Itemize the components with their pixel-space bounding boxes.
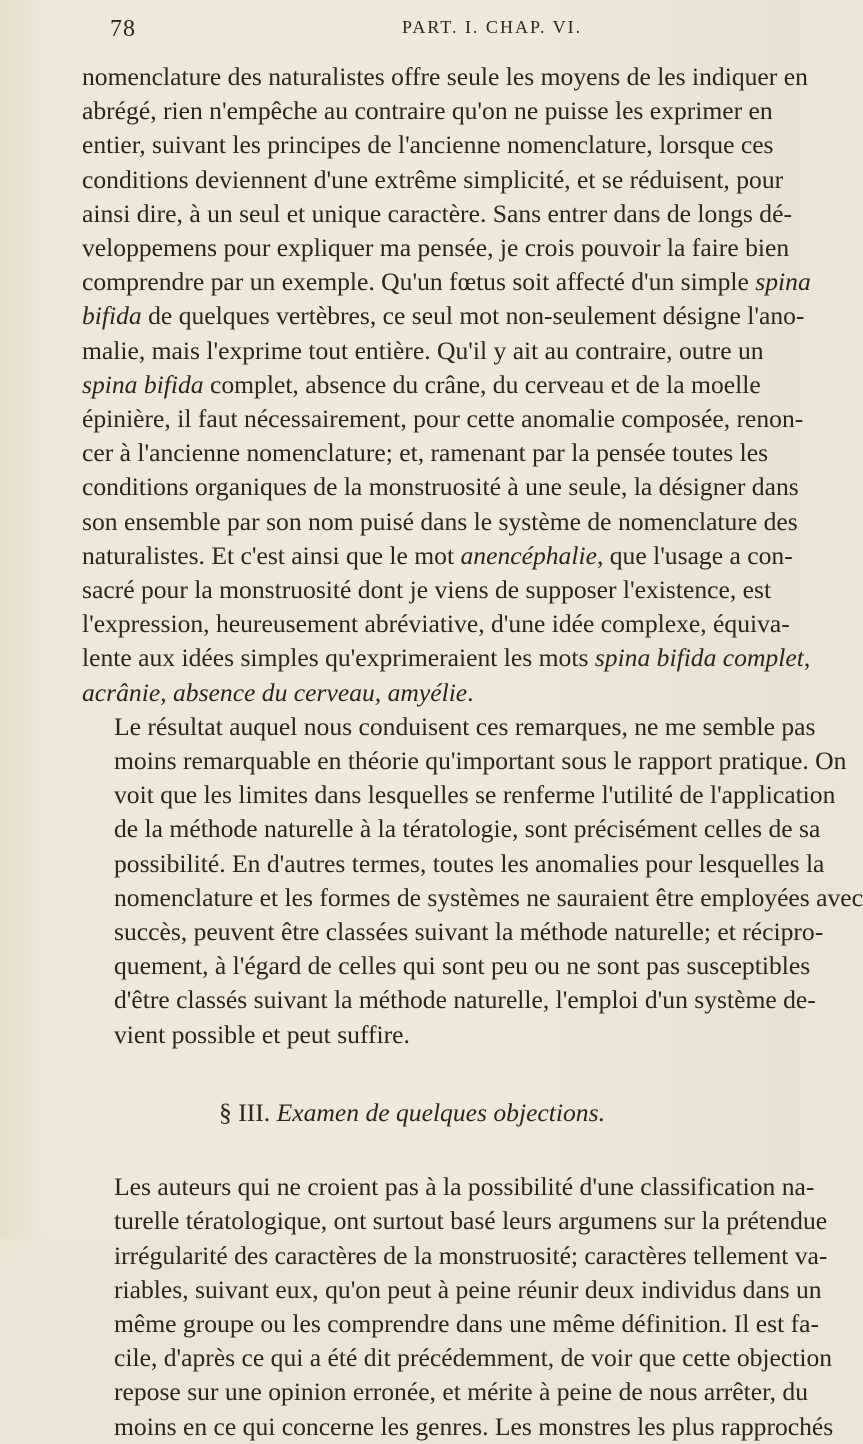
text-line: Les auteurs qui ne croient pas à la possibilité d'une classification na- (114, 1172, 815, 1202)
running-head (82, 0, 742, 52)
text-line: Le résultat auquel nous conduisent ces remarques, ne me semble pas (114, 711, 816, 741)
text-line (82, 641, 811, 675)
text-line: repose sur une opinion erronée, et mérite à peine de nous arrêter, du (114, 1377, 808, 1407)
text-line: de la méthode naturelle à la tératologie, sont précisément celles de sa (114, 814, 821, 844)
text-segment: comprendre par un exemple. Qu'un fœtus soit affecté d'un simple (82, 267, 756, 297)
section-heading (82, 1096, 742, 1130)
paragraph-1 (82, 60, 811, 710)
page-number: 78 (110, 16, 136, 42)
text-line: quement, à l'égard de celles qui sont peu ou ne sont pas susceptibles (114, 951, 811, 981)
text-line (82, 265, 811, 299)
text-line: ainsi dire, à un seul et unique caractère. Sans entrer dans de longs dé- (82, 198, 792, 228)
text-line (82, 368, 761, 402)
text-line: même groupe ou les comprendre dans une même définition. Il est fa- (114, 1308, 820, 1338)
text-line: abrégé, rien n'empêche au contraire qu'on ne puisse les exprimer en (82, 96, 773, 126)
italic-term: bifida (82, 301, 142, 331)
text-line: malie, mais l'exprime tout entière. Qu'il y ait au contraire, outre un (82, 335, 764, 365)
text-line (82, 676, 742, 710)
text-line: veloppemens pour expliquer ma pensée, je crois pouvoir la faire bien (82, 233, 790, 263)
paragraph-3 (82, 1170, 834, 1444)
text-segment: . (467, 677, 474, 707)
text-line: d'être classés suivant la méthode naturelle, l'emploi d'un système de- (114, 985, 816, 1015)
text-segment: complet, absence du crâne, du cerveau et de la moelle (203, 369, 761, 399)
text-line: possibilité. En d'autres termes, toutes les anomalies pour lesquelles la (114, 848, 825, 878)
text-line: conditions organiques de la monstruosité à une seule, la désigner dans (82, 472, 799, 502)
body-text (82, 60, 863, 1444)
text-line: nomenclature des naturalistes offre seule les moyens de les indiquer en (82, 62, 808, 91)
text-line: cile, d'après ce qui a été dit précédemment, de voir que cette objection (114, 1343, 833, 1373)
text-line: nomenclature et les formes de systèmes ne sauraient être employées avec (114, 882, 863, 912)
text-line: turelle tératologique, ont surtout basé leurs argumens sur la prétendue (114, 1206, 828, 1236)
italic-term: spina (755, 267, 811, 297)
text-line: entier, suivant les principes de l'ancienne nomenclature, lorsque ces (82, 130, 774, 160)
section-title: Examen de quelques objections. (276, 1097, 605, 1127)
text-line: riables, suivant eux, qu'on peut à peine réunir deux individus dans un (114, 1274, 822, 1304)
text-line: épinière, il faut nécessairement, pour cette anomalie composée, renon- (82, 404, 804, 434)
italic-term: spina bifida complet (594, 643, 804, 673)
text-line (82, 539, 793, 573)
text-line: succès, peuvent être classées suivant la méthode naturelle; et récipro- (114, 917, 824, 947)
text-line: sacré pour la monstruosité dont je viens de supposer l'existence, est (82, 575, 772, 605)
text-line: moins remarquable en théorie qu'important sous le rapport pratique. On (114, 746, 847, 776)
text-line: moins en ce qui concerne les genres. Les monstres les plus rapprochés (114, 1411, 834, 1441)
text-segment: , que l'usage a con- (596, 540, 793, 570)
text-line: l'expression, heureusement abréviative, d'une idée complexe, équiva- (82, 609, 790, 639)
text-line: irrégularité des caractères de la monstruosité; caractères tellement va- (114, 1240, 828, 1270)
section-number: § III. (219, 1097, 271, 1127)
text-line (82, 299, 805, 333)
italic-term: spina bifida (82, 369, 204, 399)
text-segment: , (803, 643, 811, 673)
text-line: conditions deviennent d'une extrême simplicité, et se réduisent, pour (82, 164, 784, 194)
running-title: PART. I. CHAP. VI. (402, 17, 583, 37)
text-line: vient possible et peut suffire. (114, 1019, 410, 1049)
text-segment: de quelques vertèbres, ce seul mot non-seulement désigne l'ano- (141, 301, 805, 331)
text-line: son ensemble par son nom puisé dans le système de nomenclature des (82, 506, 798, 536)
text-segment: lente aux idées simples qu'exprimeraient les mots (82, 643, 595, 673)
text-segment: naturalistes. Et c'est ainsi que le mot (82, 540, 461, 570)
paragraph-2 (82, 710, 863, 1052)
text-line: voit que les limites dans lesquelles se renferme l'utilité de l'application (114, 780, 836, 810)
text-line: cer à l'ancienne nomenclature; et, ramenant par la pensée toutes les (82, 438, 769, 468)
italic-term: anencéphalie (460, 540, 597, 570)
italic-term: acrânie, absence du cerveau, amyélie (82, 677, 468, 707)
